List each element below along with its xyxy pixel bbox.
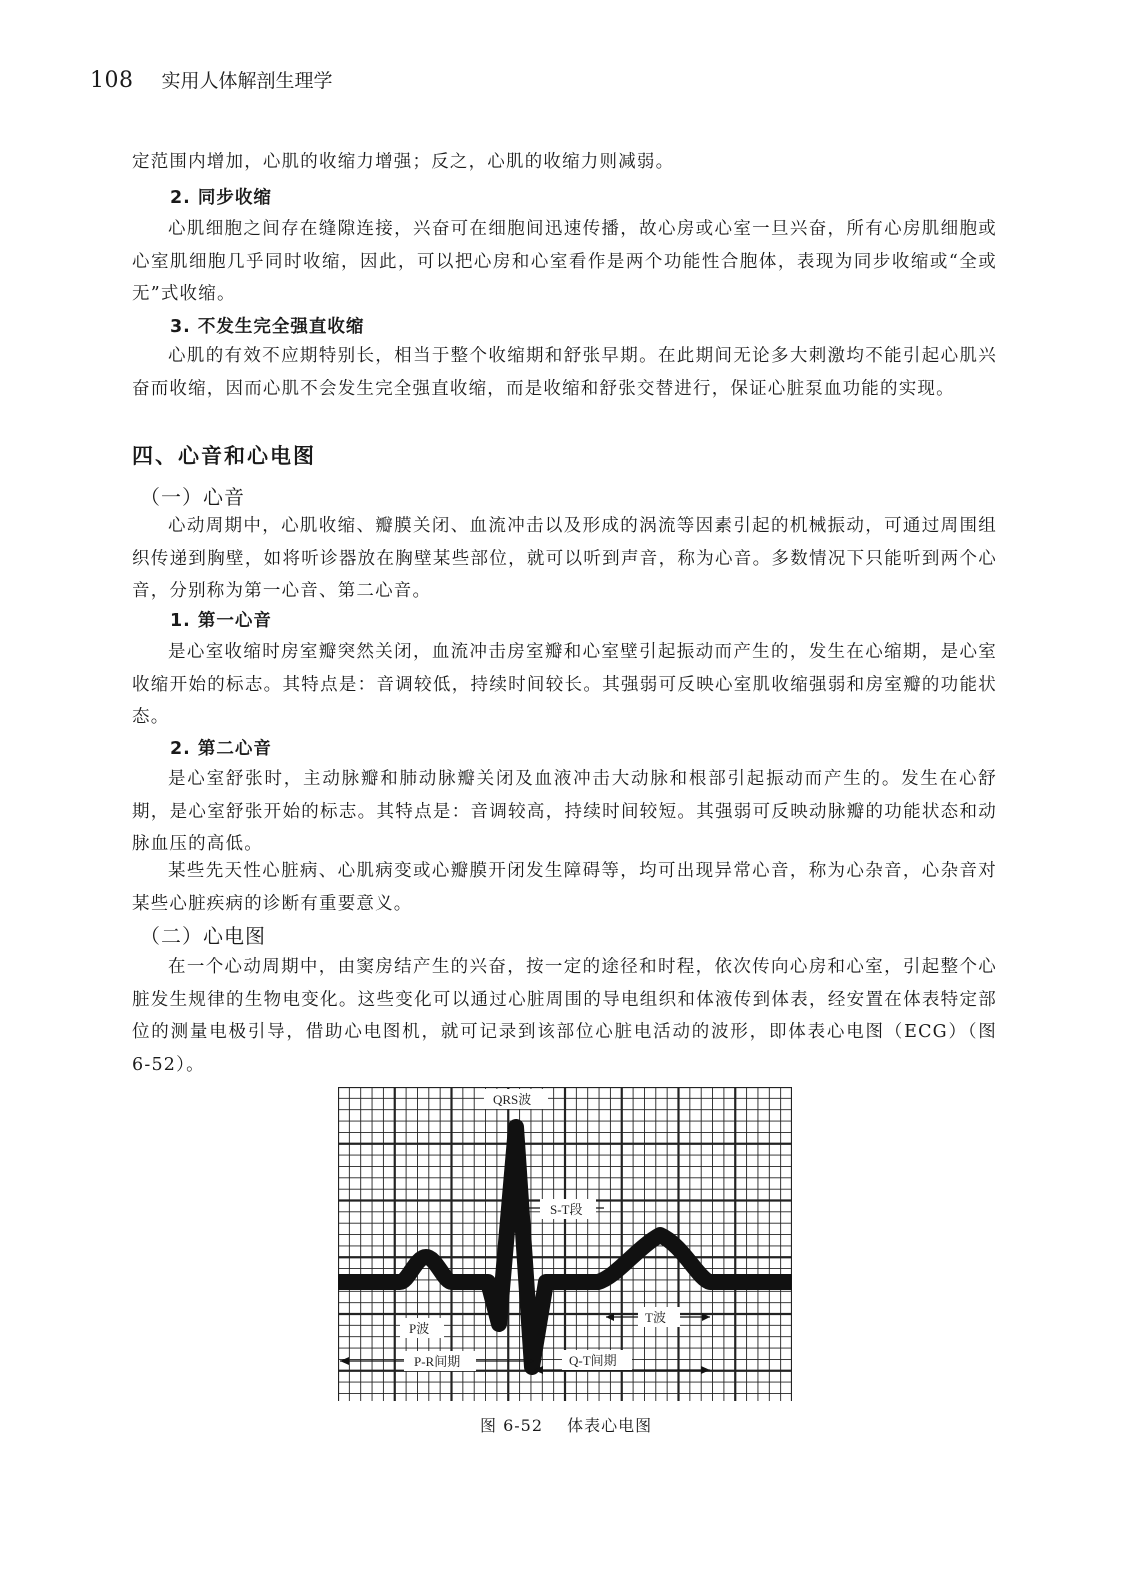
section-heading-heart-sound-ecg: 四、心音和心电图 bbox=[132, 444, 316, 468]
subheading-no-tetanus: 3. 不发生完全强直收缩 bbox=[170, 317, 365, 337]
subheading-second-heart-sound: 2. 第二心音 bbox=[170, 739, 272, 759]
st-segment-label: S-T段 bbox=[550, 1202, 583, 1217]
paragraph-first-heart-sound: 是心室收缩时房室瓣突然关闭，血流冲击房室瓣和心室壁引起振动而产生的，发生在心缩期，是心室收缩开始的标志。其特点是：音调较低，持续时间较长。其强弱可反映心室肌收缩强弱和房室瓣的功能状态。 bbox=[132, 642, 997, 727]
qrs-wave-label: QRS波 bbox=[493, 1092, 532, 1107]
subsection-heading-heart-sound: （一）心音 bbox=[140, 485, 245, 509]
page-number: 108 bbox=[90, 68, 134, 93]
book-title: 实用人体解剖生理学 bbox=[161, 70, 333, 92]
subheading-first-heart-sound: 1. 第一心音 bbox=[170, 611, 272, 631]
paragraph-sync-contraction: 心肌细胞之间存在缝隙连接，兴奋可在细胞间迅速传播，故心房或心室一旦兴奋，所有心房肌细胞或心室肌细胞几乎同时收缩，因此，可以把心房和心室看作是两个功能性合胞体，表现为同步收缩或“全或无”式收缩。 bbox=[132, 219, 997, 304]
p-wave-label: P波 bbox=[409, 1321, 430, 1336]
figure-number: 图 6-52 bbox=[480, 1416, 544, 1435]
t-wave-label: T波 bbox=[645, 1310, 666, 1325]
page-header bbox=[90, 66, 333, 93]
paragraph-contraction-end: 定范围内增加，心肌的收缩力增强；反之，心肌的收缩力则减弱。 bbox=[132, 152, 675, 172]
subheading-sync-contraction: 2. 同步收缩 bbox=[170, 188, 272, 208]
pr-arrow-left bbox=[340, 1357, 349, 1365]
figure-caption bbox=[480, 1413, 652, 1436]
pr-interval-label: P-R间期 bbox=[414, 1354, 461, 1369]
paragraph-no-tetanus: 心肌的有效不应期特别长，相当于整个收缩期和舒张早期。在此期间无论多大刺激均不能引起心肌兴奋而收缩，因而心肌不会发生完全强直收缩，而是收缩和舒张交替进行，保证心脏泵血功能的实现。 bbox=[132, 346, 997, 399]
paragraph-second-heart-sound: 是心室舒张时，主动脉瓣和肺动脉瓣关闭及血液冲击大动脉和根部引起振动而产生的。发生在心舒期，是心室舒张开始的标志。其特点是：音调较高，持续时间较短。其强弱可反映动脉瓣的功能状态和动脉血压的高低。 bbox=[132, 769, 997, 854]
ecg-figure bbox=[338, 1087, 792, 1401]
figure-title: 体表心电图 bbox=[567, 1416, 653, 1435]
subsection-heading-ecg: （二）心电图 bbox=[140, 924, 266, 948]
qt-arrow-right bbox=[701, 1366, 710, 1374]
paragraph-heart-sound: 心动周期中，心肌收缩、瓣膜关闭、血流冲击以及形成的涡流等因素引起的机械振动，可通过周围组织传递到胸壁，如将听诊器放在胸壁某些部位，就可以听到声音，称为心音。多数情况下只能听到两个心音，分别称为第一心音、第二心音。 bbox=[132, 516, 997, 601]
qt-interval-label: Q-T间期 bbox=[569, 1353, 617, 1368]
paragraph-heart-murmur: 某些先天性心脏病、心肌病变或心瓣膜开闭发生障碍等，均可出现异常心音，称为心杂音，心杂音对某些心脏疾病的诊断有重要意义。 bbox=[132, 861, 997, 914]
paragraph-ecg: 在一个心动周期中，由窦房结产生的兴奋，按一定的途径和时程，依次传向心房和心室，引起整个心脏发生规律的生物电变化。这些变化可以通过心脏周围的导电组织和体液传到体表，经安置在体表特定部位的测量电极引导，借助心电图机，就可记录到该部位心脏电活动的波形，即体表心电图（ECG）（图 6-52）。 bbox=[132, 957, 997, 1075]
